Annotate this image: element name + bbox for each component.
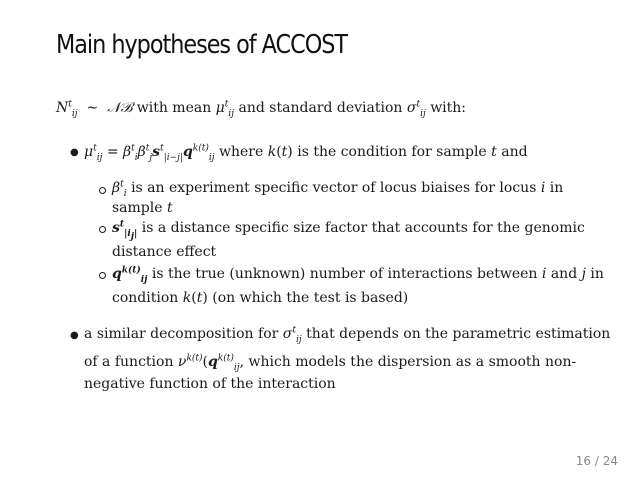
sub1-in: in <box>549 180 564 196</box>
bullet2-line3 <box>84 374 336 394</box>
sub-bullet-circle-2 <box>99 226 106 233</box>
bullet2-text3: negative function of the interaction <box>84 376 336 392</box>
bullet-dot-2: ● <box>70 330 79 341</box>
page-indicator: 16 / 24 <box>575 454 618 468</box>
sub3-kt: k(t) <box>182 290 208 306</box>
sub2-text1: is a distance specific size factor that accounts for the genomic <box>141 220 585 236</box>
sub1-text2: sample <box>112 200 163 216</box>
sub3-j: j <box>581 266 586 282</box>
sub1-formula: $\beta^t_i$ <box>112 179 127 199</box>
sub3-i: i <box>541 266 547 282</box>
intro-formula-sigma: $\sigma^t_{ij}$ <box>406 99 426 119</box>
bullet1-line <box>84 142 528 162</box>
bullet2-nu: $\nu^{k(t)}(q^{k(t)}_{ij}$ <box>177 353 240 373</box>
bullet2-text1b: that depends on the parametric estimation <box>306 326 611 342</box>
bullet1-formula: $\mu^t_{ij} = \beta^t_i\beta^t_js^t_{|i-j|}q^{k(t)}_{ij}$ <box>84 143 215 163</box>
sub1-text1: is an experiment specific vector of locus biaises for locus <box>131 180 537 196</box>
intro-formula-mu: $\mu^t_{ij}$ <box>215 99 235 119</box>
bullet1-where: where <box>218 144 264 160</box>
intro-with-mean: with mean <box>136 100 212 116</box>
sub2-line1 <box>112 218 585 242</box>
sub2-text2: distance effect <box>112 244 217 260</box>
intro-sim: ∼ <box>82 100 103 116</box>
sub3-in: in <box>590 266 604 282</box>
bullet2-text2a: of a function <box>84 354 174 370</box>
slide-title: Main hypotheses of ACCOST <box>56 30 348 60</box>
bullet2-sigma: $\sigma^t_{ij}$ <box>282 325 302 345</box>
sub-bullet-circle-1 <box>99 187 106 194</box>
sub3-tail: (on which the test is based) <box>212 290 409 306</box>
sub3-line1 <box>112 264 604 284</box>
sub2-formula: $s^t_{|i_j|}$ <box>112 219 138 242</box>
intro-and-sd: and standard deviation <box>238 100 403 116</box>
bullet2-line1 <box>84 324 610 344</box>
intro-formula-NB: 𝒩ℬ <box>107 100 133 116</box>
bullet1-kt: k(t) <box>267 144 293 160</box>
sub3-and: and <box>550 266 578 282</box>
sub1-t: t <box>166 200 173 216</box>
bullet1-tail: is the condition for sample <box>297 144 487 160</box>
sub3-line2 <box>112 288 408 308</box>
intro-formula-N: $N^t_{ij}$ <box>56 99 78 119</box>
intro-with: with: <box>430 100 467 116</box>
sub1-i: i <box>540 180 546 196</box>
sub3-text1: is the true (unknown) number of interactions between <box>151 266 538 282</box>
sub3-formula: $q^{k(t)}_{ij}$ <box>112 265 148 285</box>
sub-bullet-circle-3 <box>99 272 106 279</box>
sub1-line2 <box>112 198 173 218</box>
sub2-line2 <box>112 242 216 262</box>
intro-line <box>56 98 466 118</box>
bullet2-text1a: a similar decomposition for <box>84 326 279 342</box>
sub3-text2: condition <box>112 290 179 306</box>
sub1-line1 <box>112 178 563 198</box>
bullet-dot-1: ● <box>70 147 79 158</box>
bullet1-t: t <box>491 144 497 160</box>
bullet1-and: and <box>501 144 528 160</box>
bullet2-text2b: , which models the dispersion as a smooth non- <box>239 354 577 370</box>
bullet2-line2 <box>84 352 576 372</box>
